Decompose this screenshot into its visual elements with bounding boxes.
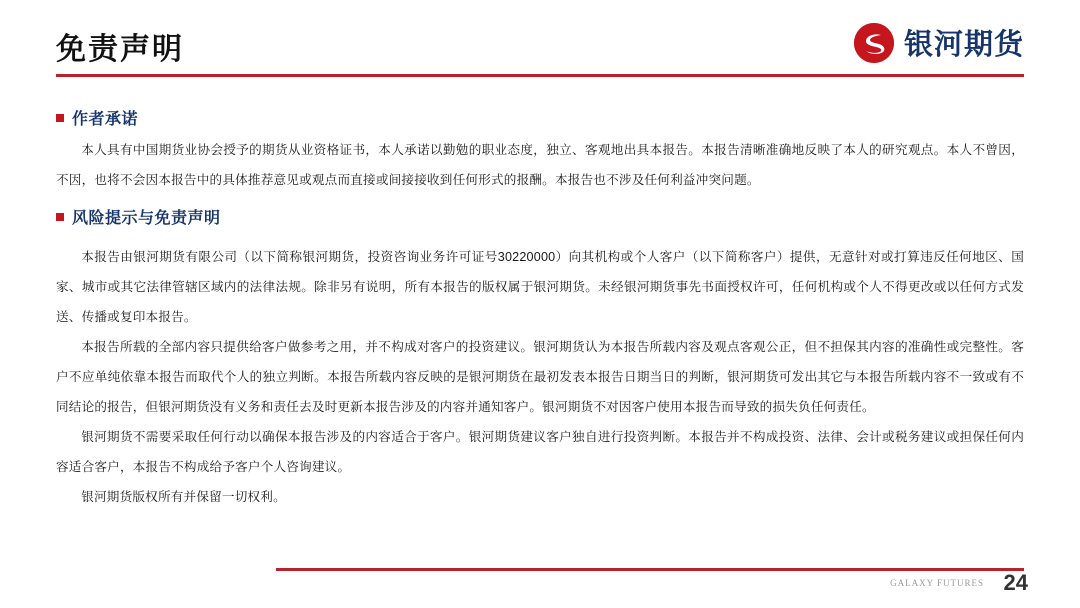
paragraph: 本人具有中国期货业协会授予的期货从业资格证书，本人承诺以勤勉的职业态度，独立、客观地出具本报告。本报告清晰准确地反映了本人的研究观点。本人不曾因，不因，也将不会因本报告中的具体推荐意见或观点而直接或间接接收到任何形式的报酬。本报告也不涉及任何利益冲突问题。 (56, 143, 1024, 187)
section-heading (56, 106, 1080, 129)
brand-name: 银河期货 (903, 29, 1024, 61)
square-bullet-icon (56, 114, 64, 122)
footer-divider (276, 568, 1024, 571)
section-risk-disclaimer (0, 205, 1080, 512)
section-heading-label: 作者承诺 (72, 111, 139, 128)
paragraph: 本报告由银河期货有限公司（以下简称银河期货，投资咨询业务许可证号30220000）向其机构或个人客户（以下简称客户）提供，无意针对或打算违反任何地区、国家、城市或其它法律管辖区域内的法律法规。除非另有说明，所有本报告的版权属于银河期货。未经银河期货事先书面授权许可，任何机构或个人不得更改或以任何方式发送、传播或复印本报告。 (56, 250, 1024, 324)
square-bullet-icon (56, 213, 64, 221)
slide-content (0, 96, 1080, 514)
paragraph: 银河期货版权所有并保留一切权利。 (81, 490, 286, 504)
section-heading-label: 风险提示与免责声明 (72, 210, 221, 227)
page-number: 24 (1003, 570, 1028, 595)
header-divider (56, 74, 1024, 77)
spacer (0, 234, 1080, 242)
galaxy-futures-logo-icon (854, 23, 894, 63)
brand-logo (854, 22, 1024, 63)
footer-brand-label: GALAXY FUTURES (890, 578, 984, 588)
page-title: 免责声明 (56, 33, 184, 66)
section-heading (56, 205, 1080, 228)
slide-header (0, 0, 1080, 84)
paragraph: 本报告所载的全部内容只提供给客户做参考之用，并不构成对客户的投资建议。银河期货认为本报告所载内容及观点客观公正，但不担保其内容的准确性或完整性。客户不应单纯依靠本报告而取代个人的独立判断。本报告所载内容反映的是银河期货在最初发表本报告日期当日的判断，银河期货可发出其它与本报告所载内容不一致或有不同结论的报告，但银河期货没有义务和责任去及时更新本报告涉及的内容并通知客户。银河期货不对因客户使用本报告而导致的损失负任何责任。 (56, 340, 1024, 414)
paragraph: 银河期货不需要采取任何行动以确保本报告涉及的内容适合于客户。银河期货建议客户独自进行投资判断。本报告并不构成投资、法律、会计或税务建议或担保任何内容适合客户，本报告不构成给予客户个人咨询建议。 (56, 430, 1024, 474)
section-author-commitment (0, 106, 1080, 195)
